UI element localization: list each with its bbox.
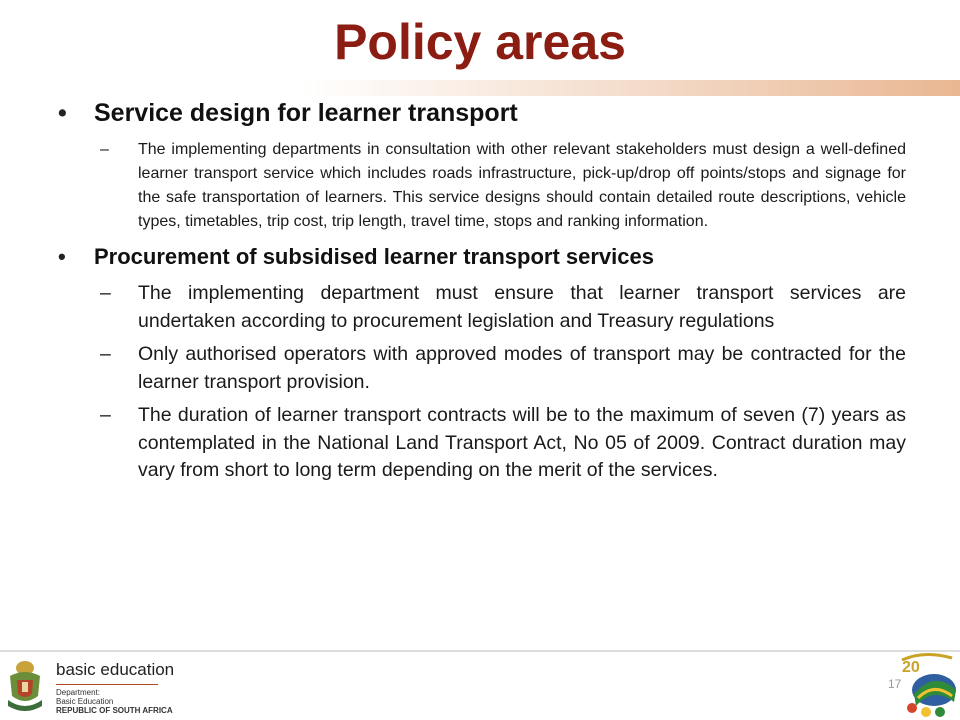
dash-icon: – [100,282,111,304]
sub-item [68,341,906,396]
sub-item-text: The implementing departments in consultation with other relevant stakeholders must design a well-defined learner transport service which includes roads infrastructure, pick-up/drop off points/stops and signage for the safe transportation of learners. This service designs should contain detailed route descriptions, vehicle types, timetables, trip cost, trip length, travel time, stops and ranking information. [138,141,906,230]
section-heading-service-design [58,94,906,132]
section-heading-procurement [58,240,906,274]
dash-icon: – [100,404,111,426]
sub-item-text: Only authorised operators with approved modes of transport may be contracted for the learner transport provision. [138,343,906,393]
bullet-icon: • [58,99,67,127]
sub-item [68,280,906,335]
logo-department-text [56,688,173,715]
logo-name: basic education [56,660,175,679]
page-number: 17 [888,677,902,691]
dash-icon: – [100,343,111,365]
sub-item-text: The implementing department must ensure that learner transport services are undertaken according to procurement legislation and Treasury regulations [138,282,906,332]
slide-body [58,94,906,485]
logo-line-republic: REPUBLIC OF SOUTH AFRICA [56,706,173,715]
logo-line-department: Department: [56,688,101,697]
dash-icon: – [100,141,109,158]
logo-underline [56,684,158,685]
sub-item [68,402,906,485]
bullet-icon: • [58,244,66,269]
logo-line-basic-education: Basic Education [56,697,114,706]
slide-title: Policy areas [334,14,626,70]
sub-item-text: The duration of learner transport contracts will be to the maximum of seven (7) years as contemplated in the National Land Transport Act, No 05 of 2009. Contract duration may vary from short to long term depending on the merit of the services. [138,404,906,481]
section-heading-text: Service design for learner transport [94,99,518,127]
twenty-years-freedom-emblem-icon [894,650,960,720]
coat-of-arms-icon [4,656,46,714]
sub-item [68,138,906,234]
anniversary-number: 20 [902,659,920,676]
basic-education-logo [4,652,174,716]
section-heading-text: Procurement of subsidised learner transport services [94,244,654,269]
